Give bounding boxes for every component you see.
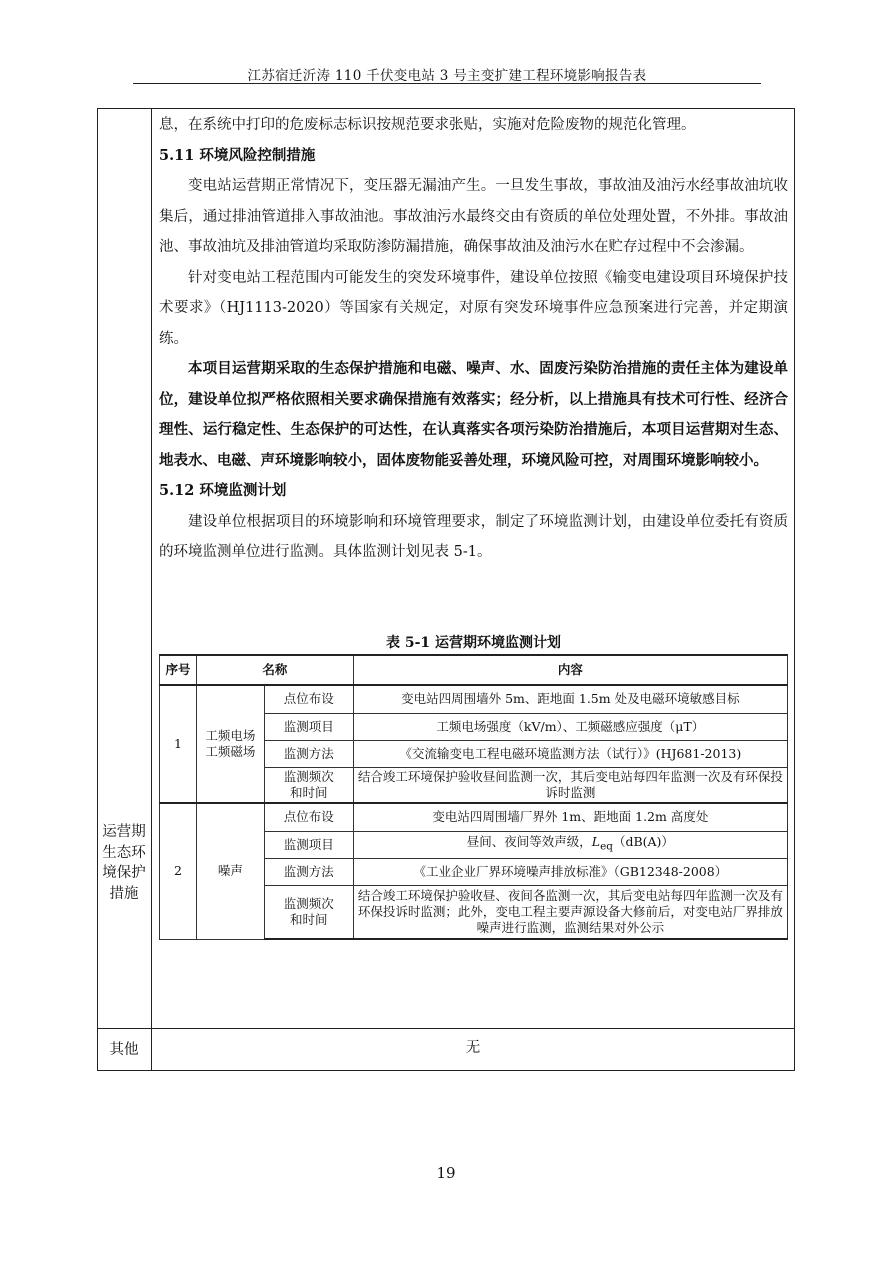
document-header: 江苏宿迁沂涛 110 千伏变电站 3 号主变扩建工程环境影响报告表 [247, 68, 647, 84]
header-no: 序号 [160, 655, 197, 685]
cell-item-line: 监测频次 [283, 895, 334, 911]
cell-no: 2 [160, 803, 197, 939]
row-divider [97, 1028, 795, 1029]
cell-item: 点位布设 [264, 803, 353, 831]
main-content [159, 110, 788, 568]
header-content: 内容 [353, 655, 787, 685]
paragraph-continuation: 息，在系统中打印的危废标志标识按规范要求张贴，实施对危险废物的规范化管理。 [159, 117, 696, 133]
table-header-row [160, 655, 788, 685]
row-label-operation-measures [97, 822, 151, 904]
paragraph-risk-control: 变电站运营期正常情况下，变压器无漏油产生。一旦发生事故，事故油及油污水经事故油坑收集后，通过排油管道排入事故油池。事故油污水最终交由有资质的单位处理处置，不外排。事故油池、事故油坑及排油管道均采取防渗防漏措施，确保事故油及油污水在贮存过程中不会渗漏。 [159, 178, 788, 255]
symbol-subscript: eq [600, 840, 613, 853]
cell-item: 监测项目 [264, 713, 353, 740]
cell-content: 《工业企业厂界环境噪声排放标准》（GB12348-2008） [353, 858, 787, 885]
other-value: 无 [465, 1040, 481, 1056]
cell-content: 结合竣工环境保护验收昼间监测一次，其后变电站每四年监测一次及有环保投诉时监测 [353, 767, 787, 803]
row-label-line: 生态环 [102, 844, 146, 861]
row-label-line: 运营期 [102, 824, 146, 840]
cell-item [264, 885, 353, 939]
cell-name [196, 685, 264, 803]
cell-content: 变电站四周围墙外 5m、距地面 1.5m 处及电磁环境敏感目标 [353, 685, 787, 713]
cell-item-line: 监测频次 [283, 768, 334, 784]
row-label-line: 措施 [109, 885, 139, 902]
header-name: 名称 [196, 655, 353, 685]
cell-item-line: 和时间 [290, 784, 328, 800]
symbol-L: L [591, 834, 601, 850]
cell-no: 1 [160, 685, 197, 803]
table-title: 表 5-1 运营期环境监测计划 [385, 635, 562, 651]
cell-content: 结合竣工环境保护验收昼、夜间各监测一次，其后变电站每四年监测一次及有环保投诉时监测；此外，变电工程主要声源设备大修前后，对变电站厂界排放噪声进行监测，监测结果对外公示 [353, 885, 787, 939]
section-heading-5-12: 5.12 环境监测计划 [159, 482, 287, 499]
cell-name: 噪声 [196, 803, 264, 939]
cell-content: 工频电场强度（kV/m）、工频磁感应强度（μT） [353, 713, 787, 740]
monitoring-table [159, 654, 788, 940]
column-divider [151, 108, 152, 1071]
cell-content: 变电站四周围墙厂界外 1m、距地面 1.2m 高度处 [353, 803, 787, 831]
cell-item: 点位布设 [264, 685, 353, 713]
table-row [160, 803, 788, 831]
page-number: 19 [436, 1164, 456, 1182]
row-label-line: 境保护 [102, 865, 146, 881]
header-rule [133, 83, 761, 84]
table-row [160, 685, 788, 713]
cell-item [264, 767, 353, 803]
cell-content: 《交流输变电工程电磁环境监测方法（试行）》(HJ681-2013) [353, 740, 787, 767]
cell-item: 监测项目 [264, 831, 353, 858]
cell-name-line: 工频磁场 [205, 744, 256, 759]
cell-item-line: 和时间 [290, 911, 328, 927]
cell-item: 监测方法 [264, 740, 353, 767]
row-label-other: 其他 [109, 1042, 139, 1058]
content-text: 昼间、夜间等效声级， [466, 834, 592, 850]
paragraph-conclusion: 本项目运营期采取的生态保护措施和电磁、噪声、水、固废污染防治措施的责任主体为建设单位，建设单位拟严格依照相关要求确保措施有效落实；经分析，以上措施具有技术可行性、经济合理性、运行稳定性、生态保护的可达性，在认真落实各项污染防治措施后，本项目运营期对生态、地表水、电磁、声环境影响较小，固体废物能妥善处理，环境风险可控，对周围环境影响较小。 [159, 360, 788, 469]
content-text: （dB(A)） [612, 834, 674, 850]
cell-content [353, 831, 787, 858]
section-heading-5-11: 5.11 环境风险控制措施 [159, 146, 316, 164]
cell-name-line: 工频电场 [205, 728, 256, 743]
cell-item: 监测方法 [264, 858, 353, 885]
paragraph-monitoring-plan: 建设单位根据项目的环境影响和环境管理要求，制定了环境监测计划，由建设单位委托有资质的环境监测单位进行监测。具体监测计划见表 5-1。 [159, 513, 788, 560]
paragraph-emergency-plan: 针对变电站工程范围内可能发生的突发环境事件，建设单位按照《输变电建设项目环境保护技术要求》（HJ1113-2020）等国家有关规定，对原有突发环境事件应急预案进行完善，并定期演练。 [159, 269, 788, 347]
